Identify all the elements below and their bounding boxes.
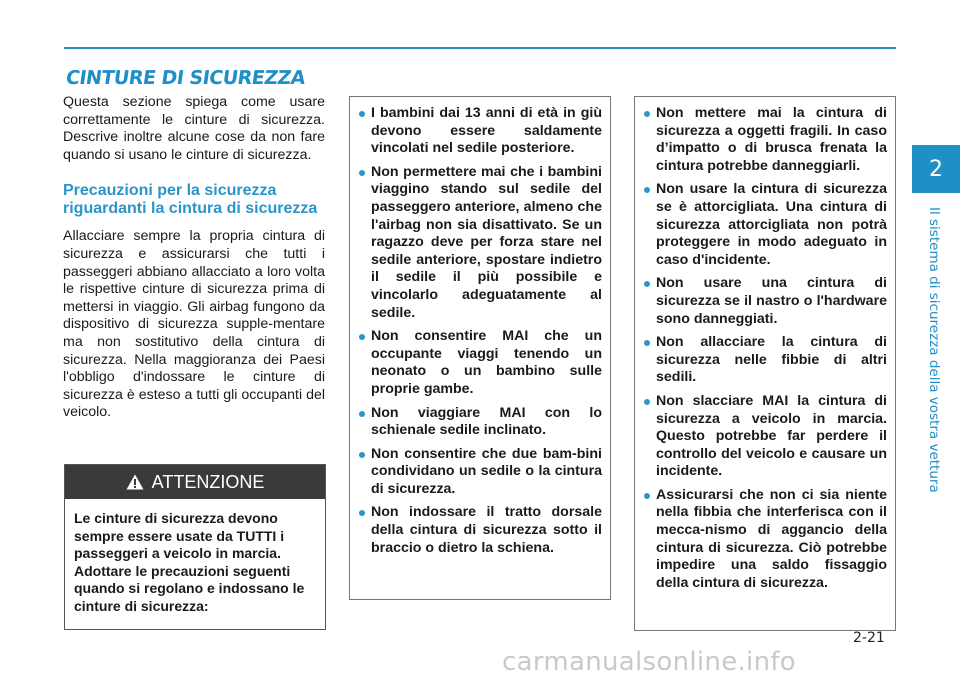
chapter-number: 2 [929,156,943,182]
list-item: Non consentire MAI che un occupante viaggi tenendo un neonato o un bambino sulle proprie gambe. [358,328,602,398]
watermark: carmanualsonline.info [502,647,797,677]
chapter-tab [912,145,960,193]
list-item: Non permettere mai che i bambini viaggino stando sul sedile del passeggero anteriore, almeno che l'airbag non sia disattivato. Se un ragazzo deve per forza stare nel sedile anteriore, spostare indietro il sedile il più possibile e vincolarlo adeguatamente al sedile. [358,164,602,322]
section-title: CINTURE DI SICUREZZA [64,67,307,89]
warning-box [64,464,326,630]
precautions-box-2 [634,96,896,631]
warning-triangle-icon [126,474,144,490]
list-item: Assicurarsi che non ci sia niente nella fibbia che interferisca con il mecca-nismo di aggancio della cintura di sicurezza. Ciò potrebbe impedire una saldo fissaggio della cintura di sicurezza. [643,487,887,593]
warning-title: ATTENZIONE [151,471,265,492]
list-item: Non consentire che due bam-bini condividano un sedile o la cintura di sicurezza. [358,446,602,499]
warning-header [65,465,325,499]
intro-paragraph: Questa sezione spiega come usare correttamente le cinture di sicurezza. Descrive inoltre alcune cose da non fare quando si usano le cinture di sicurezza. [63,94,325,163]
intro-column [63,94,325,422]
warning-text: Le cinture di sicurezza devono sempre essere usate da TUTTI i passeggeri a veicolo in marcia. Adottare le precauzioni seguenti quando si regolano e indossano le cinture di sicurezza: [74,510,305,614]
list-item: Non indossare il tratto dorsale della cintura di sicurezza sotto il braccio o dietro la schiena. [358,504,602,557]
body-paragraph: Allacciare sempre la propria cintura di sicurezza e assicurarsi che tutti i passeggeri abbiano allacciato a loro volta le rispettive cinture di sicurezza prima di mettersi in viaggio. Gli airbag fungono da dispositivo di sicurezza supple-mentare ma non sostitutivo della cintura di sicurezza. Nella maggioranza dei Paesi l'obbligo d'indossare le cinture di sicurezza è esteso a tutti gli occupanti del veicolo. [63,228,325,421]
subheading: Precauzioni per la sicurezza riguardanti la cintura di sicurezza [63,182,318,218]
list-item: Non viaggiare MAI con lo schienale sedile inclinato. [358,405,602,440]
list-item: I bambini dai 13 anni di età in giù devono essere saldamente vincolati nel sedile posteriore. [358,105,602,158]
precautions-list-2 [643,105,887,592]
list-item: Non allacciare la cintura di sicurezza nelle fibbie di altri sedili. [643,334,887,387]
list-item: Non usare una cintura di sicurezza se il nastro o l'hardware sono danneggiati. [643,275,887,328]
list-item: Non mettere mai la cintura di sicurezza a oggetti fragili. In caso d’impatto o di brusca frenata la cintura potrebbe danneggiarli. [643,105,887,175]
list-item: Non slacciare MAI la cintura di sicurezza a veicolo in marcia. Questo potrebbe far perdere il controllo del veicolo e causare un incidente. [643,393,887,481]
list-item: Non usare la cintura di sicurezza se è attorcigliata. Una cintura di sicurezza attorcigliata non potrà proteggere in modo adeguato in caso d'incidente. [643,181,887,269]
chapter-title: Il sistema di sicurezza della vostra vettura [926,207,942,493]
page-number: 2-21 [853,630,885,646]
precautions-list-1 [358,105,602,557]
precautions-box-1 [349,96,611,600]
top-rule [64,47,896,49]
